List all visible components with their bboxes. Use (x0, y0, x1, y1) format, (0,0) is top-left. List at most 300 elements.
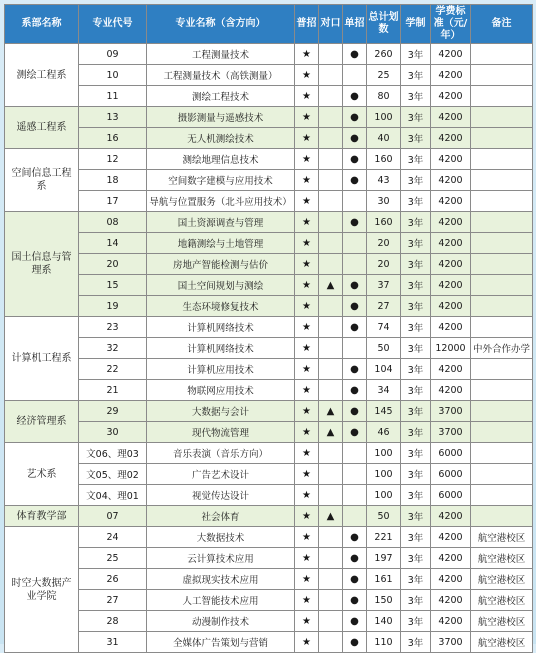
duration: 3年 (401, 401, 431, 422)
total-plan: 160 (367, 212, 401, 233)
general-mark: ★ (295, 65, 319, 86)
remark (471, 233, 533, 254)
total-plan: 20 (367, 254, 401, 275)
general-mark: ★ (295, 338, 319, 359)
major-code: 07 (79, 506, 147, 527)
dept-name: 空间信息工程系 (5, 149, 79, 212)
major-code: 16 (79, 128, 147, 149)
total-plan: 74 (367, 317, 401, 338)
single-mark: ● (343, 548, 367, 569)
single-mark: ● (343, 317, 367, 338)
counterpart-mark: ▲ (319, 422, 343, 443)
major-name: 国土资源调查与管理 (147, 212, 295, 233)
remark (471, 254, 533, 275)
duration: 3年 (401, 233, 431, 254)
major-name: 社会体育 (147, 506, 295, 527)
remark (471, 422, 533, 443)
general-mark: ★ (295, 254, 319, 275)
major-code: 29 (79, 401, 147, 422)
duration: 3年 (401, 107, 431, 128)
major-name: 虚拟现实技术应用 (147, 569, 295, 590)
major-name: 国土空间规划与测绘 (147, 275, 295, 296)
counterpart-mark (319, 338, 343, 359)
dept-name: 计算机工程系 (5, 317, 79, 401)
counterpart-mark: ▲ (319, 506, 343, 527)
single-mark: ● (343, 275, 367, 296)
major-code: 25 (79, 548, 147, 569)
total-plan: 160 (367, 149, 401, 170)
counterpart-mark (319, 296, 343, 317)
tuition-fee: 4200 (431, 317, 471, 338)
single-mark: ● (343, 401, 367, 422)
duration: 3年 (401, 86, 431, 107)
duration: 3年 (401, 128, 431, 149)
duration: 3年 (401, 317, 431, 338)
counterpart-mark (319, 611, 343, 632)
table-row (5, 44, 533, 65)
header-duration: 学制 (401, 5, 431, 44)
header-single: 单招 (343, 5, 367, 44)
duration: 3年 (401, 380, 431, 401)
general-mark: ★ (295, 128, 319, 149)
general-mark: ★ (295, 296, 319, 317)
total-plan: 20 (367, 233, 401, 254)
tuition-fee: 4200 (431, 569, 471, 590)
single-mark: ● (343, 107, 367, 128)
major-name: 测绘地理信息技术 (147, 149, 295, 170)
total-plan: 50 (367, 506, 401, 527)
duration: 3年 (401, 170, 431, 191)
table-row (5, 65, 533, 86)
tuition-fee: 4200 (431, 359, 471, 380)
major-name: 物联网应用技术 (147, 380, 295, 401)
major-name: 房地产智能检测与估价 (147, 254, 295, 275)
remark (471, 65, 533, 86)
major-code: 文06、理03 (79, 443, 147, 464)
total-plan: 50 (367, 338, 401, 359)
duration: 3年 (401, 65, 431, 86)
remark (471, 464, 533, 485)
remark (471, 296, 533, 317)
tuition-fee: 4200 (431, 191, 471, 212)
tuition-fee: 4200 (431, 611, 471, 632)
counterpart-mark (319, 485, 343, 506)
tuition-fee: 4200 (431, 149, 471, 170)
total-plan: 25 (367, 65, 401, 86)
counterpart-mark (319, 464, 343, 485)
major-name: 全媒体广告策划与营销 (147, 632, 295, 653)
tuition-fee: 4200 (431, 86, 471, 107)
single-mark: ● (343, 128, 367, 149)
general-mark: ★ (295, 401, 319, 422)
table-row (5, 590, 533, 611)
major-name: 大数据与会计 (147, 401, 295, 422)
header-counterpart: 对口 (319, 5, 343, 44)
admissions-plan-table (4, 4, 533, 653)
table-row (5, 422, 533, 443)
major-code: 18 (79, 170, 147, 191)
duration: 3年 (401, 548, 431, 569)
major-code: 23 (79, 317, 147, 338)
general-mark: ★ (295, 212, 319, 233)
counterpart-mark (319, 212, 343, 233)
total-plan: 161 (367, 569, 401, 590)
header-row (5, 5, 533, 44)
general-mark: ★ (295, 590, 319, 611)
single-mark (343, 65, 367, 86)
major-name: 计算机网络技术 (147, 317, 295, 338)
major-code: 30 (79, 422, 147, 443)
total-plan: 145 (367, 401, 401, 422)
general-mark: ★ (295, 86, 319, 107)
tuition-fee: 6000 (431, 443, 471, 464)
major-code: 11 (79, 86, 147, 107)
total-plan: 100 (367, 107, 401, 128)
remark (471, 170, 533, 191)
general-mark: ★ (295, 191, 319, 212)
total-plan: 80 (367, 86, 401, 107)
major-name: 测绘工程技术 (147, 86, 295, 107)
general-mark: ★ (295, 380, 319, 401)
major-code: 24 (79, 527, 147, 548)
major-name: 现代物流管理 (147, 422, 295, 443)
table-row (5, 569, 533, 590)
major-name: 地籍测绘与土地管理 (147, 233, 295, 254)
counterpart-mark (319, 128, 343, 149)
major-code: 26 (79, 569, 147, 590)
table-row (5, 632, 533, 653)
single-mark: ● (343, 149, 367, 170)
table-row (5, 506, 533, 527)
remark (471, 443, 533, 464)
general-mark: ★ (295, 107, 319, 128)
major-name: 空间数字建模与应用技术 (147, 170, 295, 191)
total-plan: 104 (367, 359, 401, 380)
general-mark: ★ (295, 170, 319, 191)
total-plan: 100 (367, 443, 401, 464)
tuition-fee: 4200 (431, 107, 471, 128)
table-row (5, 485, 533, 506)
counterpart-mark: ▲ (319, 401, 343, 422)
major-name: 大数据技术 (147, 527, 295, 548)
remark (471, 128, 533, 149)
tuition-fee: 6000 (431, 464, 471, 485)
total-plan: 34 (367, 380, 401, 401)
table-row (5, 212, 533, 233)
remark (471, 401, 533, 422)
duration: 3年 (401, 569, 431, 590)
major-name: 无人机测绘技术 (147, 128, 295, 149)
general-mark: ★ (295, 443, 319, 464)
header-note: 备注 (471, 5, 533, 44)
single-mark (343, 254, 367, 275)
major-name: 导航与位置服务（北斗应用技术） (147, 191, 295, 212)
remark: 航空港校区 (471, 611, 533, 632)
tuition-fee: 4200 (431, 506, 471, 527)
table-row (5, 170, 533, 191)
major-code: 09 (79, 44, 147, 65)
tuition-fee: 4200 (431, 233, 471, 254)
tuition-fee: 4200 (431, 380, 471, 401)
dept-name: 国土信息与管理系 (5, 212, 79, 317)
total-plan: 30 (367, 191, 401, 212)
major-code: 32 (79, 338, 147, 359)
remark: 航空港校区 (471, 569, 533, 590)
tuition-fee: 4200 (431, 44, 471, 65)
duration: 3年 (401, 611, 431, 632)
tuition-fee: 3700 (431, 632, 471, 653)
major-code: 20 (79, 254, 147, 275)
major-code: 21 (79, 380, 147, 401)
total-plan: 260 (367, 44, 401, 65)
major-name: 视觉传达设计 (147, 485, 295, 506)
general-mark: ★ (295, 632, 319, 653)
major-name: 计算机网络技术 (147, 338, 295, 359)
remark (471, 212, 533, 233)
table-row (5, 296, 533, 317)
single-mark (343, 485, 367, 506)
remark (471, 107, 533, 128)
header-dept: 系部名称 (5, 5, 79, 44)
major-code: 17 (79, 191, 147, 212)
counterpart-mark (319, 569, 343, 590)
duration: 3年 (401, 485, 431, 506)
tuition-fee: 4200 (431, 65, 471, 86)
table-body (5, 44, 533, 653)
major-code: 10 (79, 65, 147, 86)
dept-name: 遥感工程系 (5, 107, 79, 149)
tuition-fee: 12000 (431, 338, 471, 359)
tuition-fee: 4200 (431, 275, 471, 296)
general-mark: ★ (295, 506, 319, 527)
duration: 3年 (401, 254, 431, 275)
general-mark: ★ (295, 317, 319, 338)
counterpart-mark: ▲ (319, 275, 343, 296)
major-name: 工程测量技术 (147, 44, 295, 65)
major-name: 计算机应用技术 (147, 359, 295, 380)
single-mark (343, 464, 367, 485)
general-mark: ★ (295, 149, 319, 170)
duration: 3年 (401, 275, 431, 296)
general-mark: ★ (295, 464, 319, 485)
admissions-table-container (4, 4, 532, 653)
tuition-fee: 4200 (431, 296, 471, 317)
table-row (5, 191, 533, 212)
header-code: 专业代号 (79, 5, 147, 44)
major-code: 15 (79, 275, 147, 296)
remark (471, 86, 533, 107)
duration: 3年 (401, 632, 431, 653)
remark: 航空港校区 (471, 632, 533, 653)
remark: 航空港校区 (471, 590, 533, 611)
total-plan: 43 (367, 170, 401, 191)
major-code: 31 (79, 632, 147, 653)
major-code: 13 (79, 107, 147, 128)
tuition-fee: 4200 (431, 548, 471, 569)
duration: 3年 (401, 590, 431, 611)
remark (471, 359, 533, 380)
dept-name: 艺术系 (5, 443, 79, 506)
remark (471, 317, 533, 338)
tuition-fee: 4200 (431, 254, 471, 275)
single-mark: ● (343, 632, 367, 653)
single-mark: ● (343, 380, 367, 401)
major-code: 文05、理02 (79, 464, 147, 485)
total-plan: 140 (367, 611, 401, 632)
table-row (5, 317, 533, 338)
single-mark: ● (343, 44, 367, 65)
major-name: 摄影测量与遥感技术 (147, 107, 295, 128)
counterpart-mark (319, 443, 343, 464)
duration: 3年 (401, 527, 431, 548)
total-plan: 110 (367, 632, 401, 653)
remark (471, 44, 533, 65)
remark (471, 506, 533, 527)
counterpart-mark (319, 590, 343, 611)
table-row (5, 611, 533, 632)
remark: 航空港校区 (471, 548, 533, 569)
single-mark: ● (343, 359, 367, 380)
general-mark: ★ (295, 611, 319, 632)
table-row (5, 254, 533, 275)
general-mark: ★ (295, 275, 319, 296)
general-mark: ★ (295, 44, 319, 65)
total-plan: 27 (367, 296, 401, 317)
tuition-fee: 4200 (431, 170, 471, 191)
header-general: 普招 (295, 5, 319, 44)
table-row (5, 548, 533, 569)
counterpart-mark (319, 317, 343, 338)
table-header (5, 5, 533, 44)
counterpart-mark (319, 65, 343, 86)
major-name: 人工智能技术应用 (147, 590, 295, 611)
table-row (5, 401, 533, 422)
table-row (5, 464, 533, 485)
duration: 3年 (401, 149, 431, 170)
major-code: 14 (79, 233, 147, 254)
remark (471, 191, 533, 212)
remark (471, 149, 533, 170)
general-mark: ★ (295, 359, 319, 380)
counterpart-mark (319, 149, 343, 170)
single-mark (343, 338, 367, 359)
single-mark (343, 506, 367, 527)
duration: 3年 (401, 422, 431, 443)
total-plan: 150 (367, 590, 401, 611)
duration: 3年 (401, 338, 431, 359)
header-fee: 学费标准（元/年） (431, 5, 471, 44)
major-name: 音乐表演（音乐方向） (147, 443, 295, 464)
tuition-fee: 4200 (431, 590, 471, 611)
counterpart-mark (319, 359, 343, 380)
tuition-fee: 3700 (431, 422, 471, 443)
duration: 3年 (401, 506, 431, 527)
duration: 3年 (401, 359, 431, 380)
counterpart-mark (319, 254, 343, 275)
duration: 3年 (401, 44, 431, 65)
total-plan: 221 (367, 527, 401, 548)
major-name: 生态环境修复技术 (147, 296, 295, 317)
single-mark: ● (343, 170, 367, 191)
total-plan: 46 (367, 422, 401, 443)
general-mark: ★ (295, 485, 319, 506)
major-name: 广告艺术设计 (147, 464, 295, 485)
major-name: 动漫制作技术 (147, 611, 295, 632)
single-mark: ● (343, 212, 367, 233)
general-mark: ★ (295, 233, 319, 254)
counterpart-mark (319, 527, 343, 548)
general-mark: ★ (295, 569, 319, 590)
total-plan: 40 (367, 128, 401, 149)
header-total: 总计划数 (367, 5, 401, 44)
tuition-fee: 3700 (431, 401, 471, 422)
major-code: 文04、理01 (79, 485, 147, 506)
duration: 3年 (401, 212, 431, 233)
header-major: 专业名称（含方向） (147, 5, 295, 44)
table-row (5, 149, 533, 170)
duration: 3年 (401, 296, 431, 317)
counterpart-mark (319, 632, 343, 653)
counterpart-mark (319, 107, 343, 128)
single-mark: ● (343, 590, 367, 611)
general-mark: ★ (295, 527, 319, 548)
single-mark: ● (343, 296, 367, 317)
major-code: 08 (79, 212, 147, 233)
counterpart-mark (319, 380, 343, 401)
major-name: 工程测量技术（高铁测量） (147, 65, 295, 86)
table-row (5, 86, 533, 107)
tuition-fee: 6000 (431, 485, 471, 506)
major-code: 27 (79, 590, 147, 611)
table-row (5, 443, 533, 464)
general-mark: ★ (295, 548, 319, 569)
dept-name: 测绘工程系 (5, 44, 79, 107)
counterpart-mark (319, 170, 343, 191)
counterpart-mark (319, 44, 343, 65)
table-row (5, 233, 533, 254)
single-mark: ● (343, 422, 367, 443)
remark (471, 275, 533, 296)
table-row (5, 359, 533, 380)
total-plan: 197 (367, 548, 401, 569)
table-row (5, 380, 533, 401)
single-mark: ● (343, 569, 367, 590)
dept-name: 体育教学部 (5, 506, 79, 527)
duration: 3年 (401, 464, 431, 485)
duration: 3年 (401, 191, 431, 212)
major-code: 12 (79, 149, 147, 170)
single-mark (343, 233, 367, 254)
tuition-fee: 4200 (431, 212, 471, 233)
counterpart-mark (319, 86, 343, 107)
counterpart-mark (319, 548, 343, 569)
table-row (5, 338, 533, 359)
remark: 中外合作办学 (471, 338, 533, 359)
general-mark: ★ (295, 422, 319, 443)
table-row (5, 527, 533, 548)
table-row (5, 107, 533, 128)
single-mark (343, 191, 367, 212)
total-plan: 100 (367, 485, 401, 506)
single-mark: ● (343, 611, 367, 632)
counterpart-mark (319, 233, 343, 254)
major-code: 19 (79, 296, 147, 317)
remark (471, 380, 533, 401)
major-code: 28 (79, 611, 147, 632)
duration: 3年 (401, 443, 431, 464)
tuition-fee: 4200 (431, 128, 471, 149)
table-row (5, 275, 533, 296)
